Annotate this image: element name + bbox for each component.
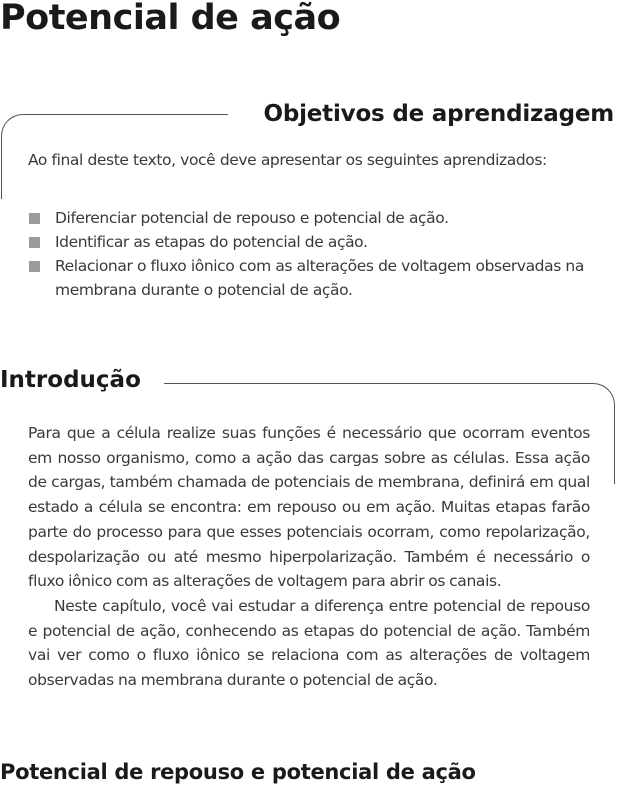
objectives-list	[28, 206, 608, 302]
list-item	[28, 254, 608, 302]
objective-text: Diferenciar potencial de repouso e potencial de ação.	[55, 209, 449, 227]
introduction-paragraph: Para que a célula realize suas funções é necessário que ocorram eventos em nosso organismo, como a ação das cargas sobre as células. Essa ação de cargas, também chamada de potenciais de membrana, definirá em qual estado a célula se encontra: em repouso ou em ação. Muitas etapas farão parte do processo para que esses potenciais ocorram, como repolarização, despolarização ou até mesmo hiperpolarização. Também é necessário o fluxo iônico com as alterações de voltagem para abrir os canais.	[28, 424, 590, 591]
objectives-heading: Objetivos de aprendizagem	[263, 101, 614, 127]
introduction-paragraph: Neste capítulo, você vai estudar a diferença entre potencial de repouso e potencial de ação, conhecendo as etapas do potencial de ação. Também vai ver como o fluxo iônico se relaciona com as alterações de voltagem observadas na membrana durante o potencial de ação.	[28, 596, 590, 690]
list-item	[28, 230, 608, 254]
square-bullet-icon	[29, 213, 40, 224]
introduction-heading: Introdução	[0, 367, 141, 393]
list-item	[28, 206, 608, 230]
square-bullet-icon	[29, 237, 40, 248]
objective-text: Relacionar o fluxo iônico com as alterações de voltagem observadas na membrana durante o potencial de ação.	[55, 257, 584, 299]
page-title: Potencial de ação	[0, 0, 341, 38]
square-bullet-icon	[29, 261, 40, 272]
objective-text: Identificar as etapas do potencial de ação.	[55, 233, 368, 251]
objectives-intro: Ao final deste texto, você deve apresentar os seguintes aprendizados:	[28, 151, 547, 169]
introduction-body	[28, 421, 590, 693]
section-heading: Potencial de repouso e potencial de ação	[0, 760, 476, 784]
